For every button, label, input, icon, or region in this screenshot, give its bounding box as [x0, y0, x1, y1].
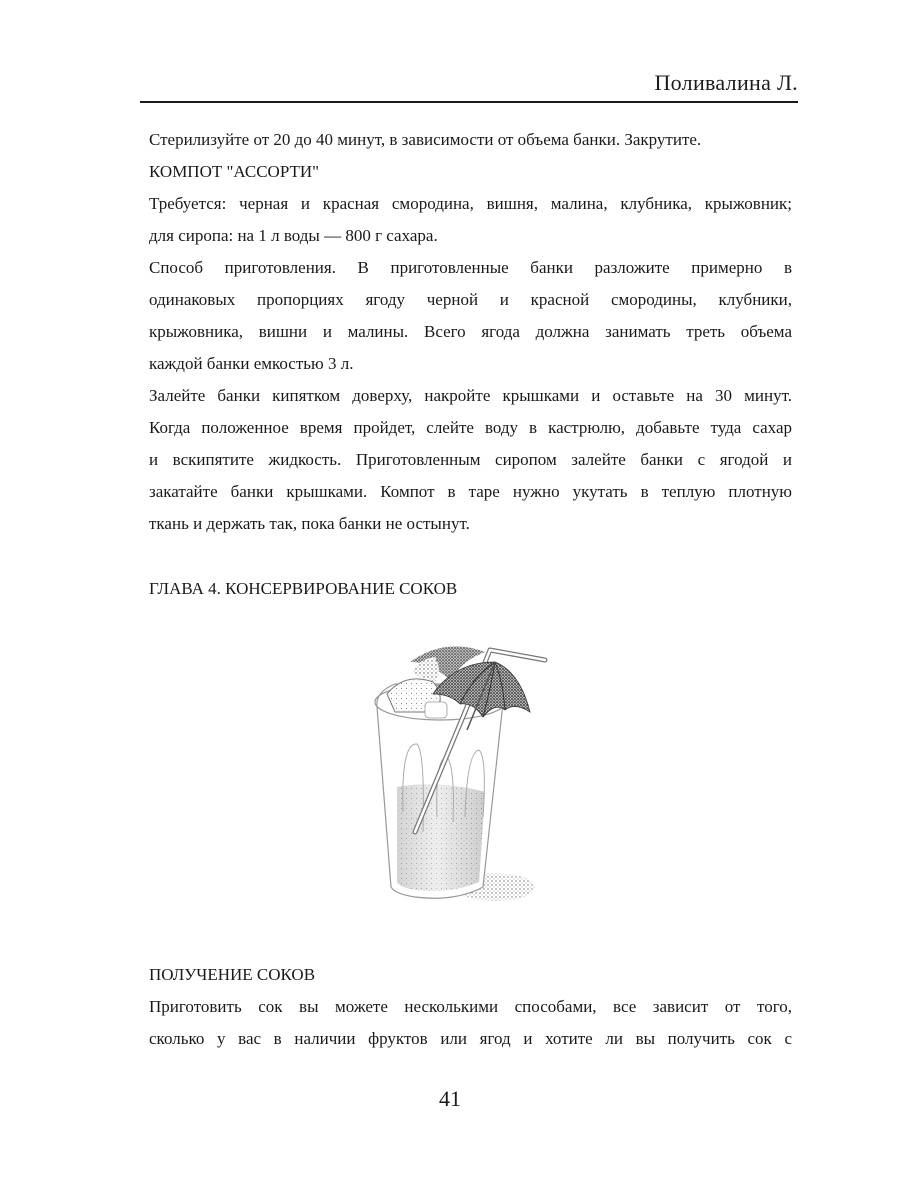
- text-line: Стерилизуйте от 20 до 40 минут, в зависимости от объема банки. Закрутите.: [149, 130, 702, 149]
- paragraph-juices: [149, 991, 792, 1055]
- text-line: и вскипятите жидкость. Приготовленным сиропом залейте банки с ягодой и: [149, 450, 792, 469]
- recipe-title: КОМПОТ "АССОРТИ": [149, 162, 320, 181]
- section-juices: [149, 959, 792, 1055]
- paragraph-sterilize: [149, 124, 792, 156]
- text-line: закатайте банки крышками. Компот в таре нужно укутать в теплую плотную: [149, 482, 792, 501]
- text-line: Залейте банки кипятком доверху, накройте крышками и оставьте на 30 минут.: [149, 386, 792, 405]
- paragraph-requires: [149, 188, 792, 252]
- section-title: ПОЛУЧЕНИЕ СОКОВ: [149, 965, 316, 984]
- juice-glass-illustration: [355, 632, 550, 917]
- page-number: 41: [439, 1086, 461, 1111]
- paragraph-pour: [149, 380, 792, 540]
- text-line: каждой банки емкостью 3 л.: [149, 354, 354, 373]
- header-rule: [140, 101, 798, 103]
- text-line: ткань и держать так, пока банки не остынут.: [149, 514, 470, 533]
- text-line: крыжовника, вишни и малины. Всего ягода должна занимать треть объема: [149, 322, 792, 341]
- header-author: Поливалина Л.: [654, 70, 798, 95]
- text-line: Приготовить сок вы можете несколькими способами, все зависит от того,: [149, 997, 792, 1016]
- paragraph-method: [149, 252, 792, 380]
- text-line: Способ приготовления. В приготовленные банки разложите примерно в: [149, 258, 792, 277]
- page-body: [149, 124, 792, 540]
- text-line: для сиропа: на 1 л воды — 800 г сахара.: [149, 226, 438, 245]
- chapter-title: ГЛАВА 4. КОНСЕРВИРОВАНИЕ СОКОВ: [149, 579, 458, 598]
- text-line: одинаковых пропорциях ягоду черной и красной смородины, клубники,: [149, 290, 792, 309]
- text-line: Когда положенное время пройдет, слейте воду в кастрюлю, добавьте туда сахар: [149, 418, 792, 437]
- text-line: Требуется: черная и красная смородина, вишня, малина, клубника, крыжовник;: [149, 194, 792, 213]
- text-line: сколько у вас в наличии фруктов или ягод и хотите ли вы получить сок с: [149, 1029, 792, 1048]
